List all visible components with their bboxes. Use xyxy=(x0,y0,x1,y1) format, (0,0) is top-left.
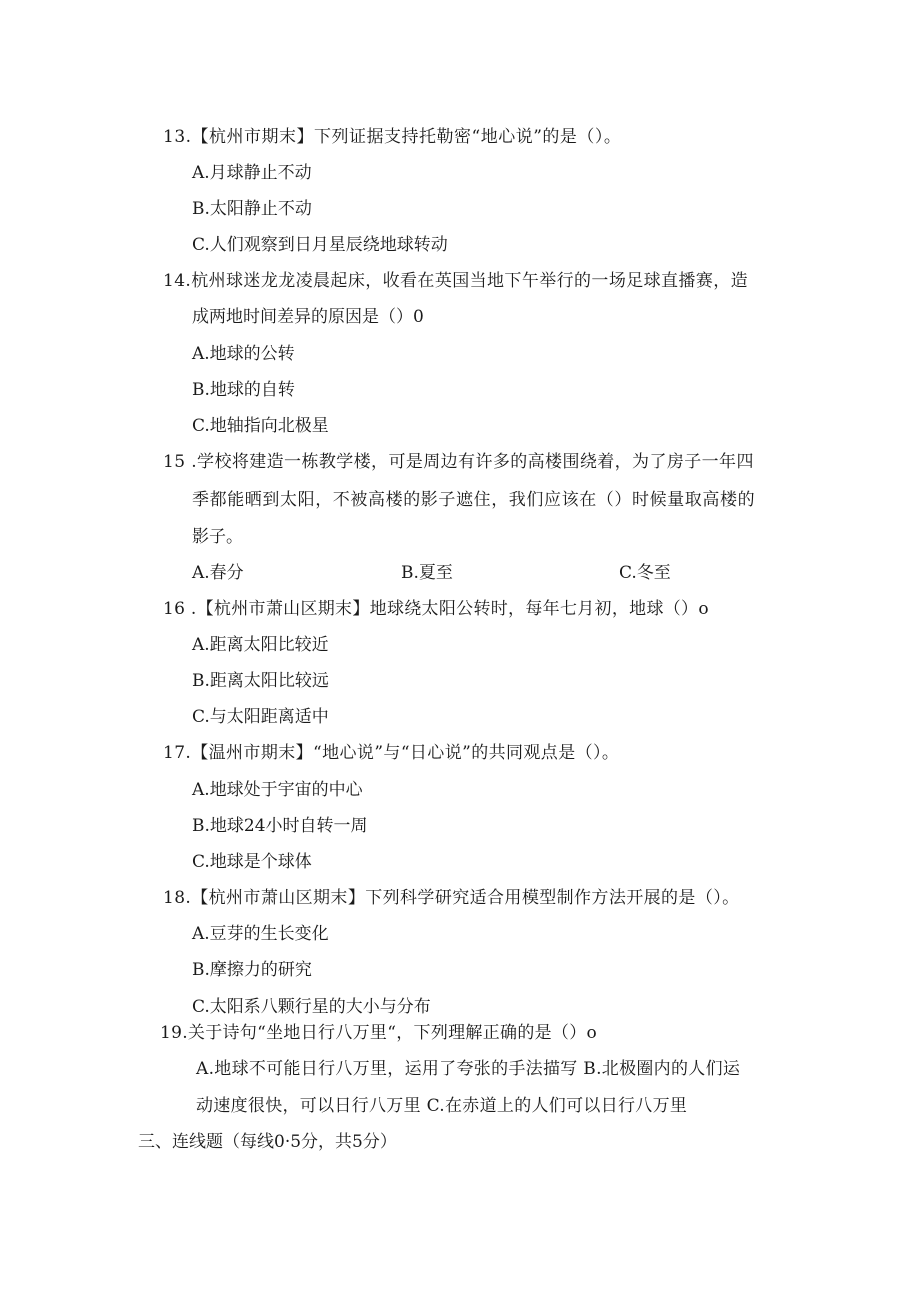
q15-stem-line2: 季都能晒到太阳，不被高楼的影子遮住，我们应该在（）时候量取高楼的 xyxy=(192,490,756,510)
q15-option-a: A.春分 xyxy=(192,563,244,583)
q19-options-line2: 动速度很快，可以日行八万里 C.在赤道上的人们可以日行八万里 xyxy=(196,1096,688,1116)
q18-stem: 18.【杭州市萧山区期末】下列科学研究适合用模型制作方法开展的是（）。 xyxy=(163,888,740,908)
q14-stem-line2: 成两地时间差异的原因是（）0 xyxy=(192,307,424,327)
q13-option-c: C.人们观察到日月星辰绕地球转动 xyxy=(192,235,448,255)
q16-option-a: A.距离太阳比较近 xyxy=(192,635,329,655)
q15-option-b: B.夏至 xyxy=(401,563,453,583)
q15-stem-line1: 15 .学校将建造一栋教学楼，可是周边有许多的高楼围绕着，为了房子一年四 xyxy=(163,452,754,472)
q18-option-c: C.太阳系八颗行星的大小与分布 xyxy=(192,997,431,1017)
q14-option-a: A.地球的公转 xyxy=(192,344,295,364)
q15-option-c: C.冬至 xyxy=(619,563,671,583)
q19-options-line1: A.地球不可能日行八万里，运用了夸张的手法描写 B.北极圈内的人们运 xyxy=(196,1059,741,1079)
q14-stem-line1: 14.杭州球迷龙龙凌晨起床，收看在英国当地下午举行的一场足球直播赛，造 xyxy=(163,271,749,291)
q16-option-c: C.与太阳距离适中 xyxy=(192,707,329,727)
q14-option-c: C.地轴指向北极星 xyxy=(192,416,329,436)
q15-stem-line3: 影子。 xyxy=(192,527,243,547)
section-3-heading: 三、连线题（每线0·5分，共5分） xyxy=(138,1132,397,1152)
q14-option-b: B.地球的自转 xyxy=(192,380,295,400)
q13-stem: 13.【杭州市期末】下列证据支持托勒密“地心说”的是（）。 xyxy=(163,127,622,147)
q18-option-b: B.摩擦力的研究 xyxy=(192,960,312,980)
q13-option-a: A.月球静止不动 xyxy=(192,163,312,183)
q17-stem: 17.【温州市期末】“地心说”与“日心说”的共同观点是（）。 xyxy=(163,743,620,763)
q19-stem: 19.关于诗句“坐地日行八万里“，下列理解正确的是（）o xyxy=(160,1023,598,1043)
q17-option-a: A.地球处于宇宙的中心 xyxy=(192,780,363,800)
q16-stem: 16 .【杭州市萧山区期末】地球绕太阳公转时，每年七月初，地球（）o xyxy=(163,599,709,619)
q17-option-c: C.地球是个球体 xyxy=(192,852,312,872)
q16-option-b: B.距离太阳比较远 xyxy=(192,671,329,691)
q18-option-a: A.豆芽的生长变化 xyxy=(192,924,329,944)
q17-option-b: B.地球24小时自转一周 xyxy=(192,816,368,836)
q13-option-b: B.太阳静止不动 xyxy=(192,199,312,219)
